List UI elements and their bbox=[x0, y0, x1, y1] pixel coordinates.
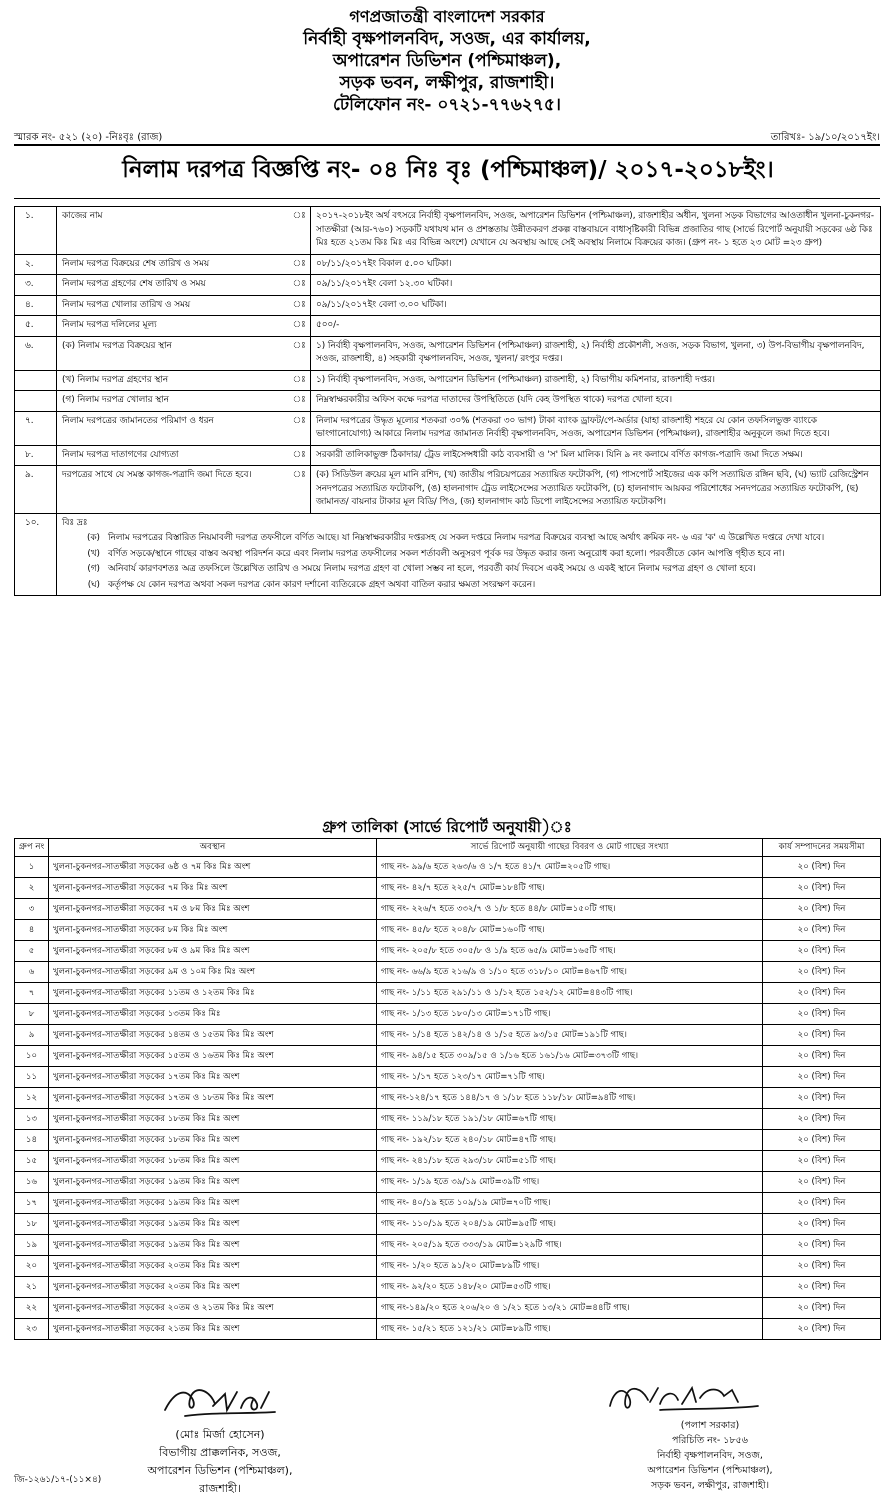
group-tree-description: গাছ নং- ১৫/২১ হতে ১২১/২১ মোট=৮৯টি গাছ। bbox=[377, 1319, 763, 1340]
info-row-number: ৪. bbox=[15, 295, 57, 316]
group-completion-period: ২০ (বিশ) দিন bbox=[763, 1130, 881, 1151]
group-location: খুলনা-চুকনগর-সাতক্ষীরা সড়কের ৭ম কিঃ মিঃ অংশ bbox=[49, 878, 377, 899]
group-location: খুলনা-চুকনগর-সাতক্ষীরা সড়কের ৮ম কিঃ মিঃ অংশ bbox=[49, 920, 377, 941]
info-row-value: ৫০০/- bbox=[311, 316, 881, 337]
info-row-number: ৫. bbox=[15, 316, 57, 337]
group-completion-period: ২০ (বিশ) দিন bbox=[763, 1277, 881, 1298]
group-tree-description: গাছ নং- ২০৫/১৯ হতে ৩৩৩/১৯ মোট=১২৯টি গাছ। bbox=[377, 1235, 763, 1256]
note-marker: (ক) bbox=[86, 533, 100, 543]
info-row-number bbox=[15, 391, 57, 412]
group-number: ৭ bbox=[15, 983, 49, 1004]
group-location: খুলনা-চুকনগর-সাতক্ষীরা সড়কের ১৮তম কিঃ মিঃ অংশ bbox=[49, 1151, 377, 1172]
group-row bbox=[15, 1193, 881, 1214]
group-number: ৬ bbox=[15, 962, 49, 983]
group-location: খুলনা-চুকনগর-সাতক্ষীরা সড়কের ১৯তম কিঃ মিঃ অংশ bbox=[49, 1172, 377, 1193]
signature-block-left bbox=[90, 1382, 350, 1498]
group-tree-description: গাছ নং- ৯৪/১৫ হতে ৩০৯/১৫ ও ১/১৬ হতে ১৬১/১৬ মোট=৩৭৩টি গাছ। bbox=[377, 1046, 763, 1067]
group-number: ১ bbox=[15, 857, 49, 878]
group-completion-period: ২০ (বিশ) দিন bbox=[763, 1067, 881, 1088]
info-row-value: নিলাম দরপত্রের উদ্ধৃত মূল্যের শতকরা ৩০% (শতকরা ৩০ ভাগ) টাকা ব্যাংক ড্রাফট/পে-অর্ডার (যাহা রাজশাহী শহরে যে কোন তফসিলভুক্ত ব্যাংকে ভাংগানোযোগ্য) আকারে নিলাম দরপত্র জামানত নির্বাহী বৃক্ষপালনবিদ, সওজ, অপারেশন ডিভিশন (পশ্চিমাঞ্চল), রাজশাহীর অনুকূলে জমা দিতে হবে। bbox=[311, 411, 881, 445]
letterhead-line: নির্বাহী বৃক্ষপালনবিদ, সওজ, এর কার্যালয়, bbox=[303, 29, 591, 49]
group-tree-description: গাছ নং- ১/১৭ হতে ১২৩/১৭ মোট=৭১টি গাছ। bbox=[377, 1067, 763, 1088]
group-tree-description: গাছ নং- ১/১৪ হতে ১৪২/১৪ ও ১/১৫ হতে ৯৩/১৫ মোট=১৯১টি গাছ। bbox=[377, 1025, 763, 1046]
group-tree-description: গাছ নং- ৪৫/৮ হতে ২০৪/৮ মোট=১৬০টি গাছ। bbox=[377, 920, 763, 941]
divider bbox=[14, 198, 880, 199]
notice-date: তারিখঃ- ১৯/১০/২০১৭ইং। bbox=[770, 132, 880, 143]
info-row-number: ৬. bbox=[15, 336, 57, 370]
group-tree-description: গাছ নং- ১১০/১৯ হতে ২০৪/১৯ মোট=৯৫টি গাছ। bbox=[377, 1214, 763, 1235]
group-location: খুলনা-চুকনগর-সাতক্ষীরা সড়কের ২০তম ও ২১তম কিঃ মিঃ অংশ bbox=[49, 1298, 377, 1319]
group-tree-description: গাছ নং-১২৪/১৭ হতে ১৪৪/১৭ ও ১/১৮ হতে ১১৮/১৮ মোট=৯৪টি গাছ। bbox=[377, 1088, 763, 1109]
group-tree-description: গাছ নং- ৪০/১৯ হতে ১০৯/১৯ মোট=৭০টি গাছ। bbox=[377, 1193, 763, 1214]
note-item bbox=[62, 532, 875, 546]
group-row bbox=[15, 962, 881, 983]
group-row bbox=[15, 1067, 881, 1088]
group-row bbox=[15, 1298, 881, 1319]
info-row-colon: ঃ bbox=[289, 466, 311, 514]
group-location: খুলনা-চুকনগর-সাতক্ষীরা সড়কের ২১তম কিঃ মিঃ অংশ bbox=[49, 1319, 377, 1340]
note-text: বর্ণিত সড়কে/স্থানে গাছের বাস্তব অবস্থা পরিদর্শন করে এবং নিলাম দরপত্র তফসীলের সকল শর্তাবলী অনুসরণ পূর্বক দর উদ্ধৃত করার জন্য অনুরোধ করা হলো। পরবর্তীতে কোন আপত্তি গৃহীত হবে না। bbox=[108, 548, 785, 559]
info-row bbox=[15, 316, 881, 337]
group-tree-description: গাছ নং- ১১৯/১৮ হতে ১৯১/১৮ মোট=৬৭টি গাছ। bbox=[377, 1109, 763, 1130]
info-row-number: ৭. bbox=[15, 411, 57, 445]
info-row bbox=[15, 207, 881, 255]
note-marker: (গ) bbox=[87, 564, 100, 574]
group-row bbox=[15, 1025, 881, 1046]
info-row-number: ১. bbox=[15, 207, 57, 255]
info-row-colon: ঃ bbox=[289, 295, 311, 316]
info-row-colon: ঃ bbox=[289, 275, 311, 296]
info-row-value: ০৯/১১/২০১৭ইং বেলা ১২.৩০ ঘটিকা। bbox=[311, 275, 881, 296]
group-number: ১৮ bbox=[15, 1214, 49, 1235]
group-completion-period: ২০ (বিশ) দিন bbox=[763, 1004, 881, 1025]
group-number: ১৫ bbox=[15, 1151, 49, 1172]
group-tree-description: গাছ নং- ১/২০ হতে ৯১/২০ মোট=৮৯টি গাছ। bbox=[377, 1256, 763, 1277]
group-number: ২১ bbox=[15, 1277, 49, 1298]
group-location: খুলনা-চুকনগর-সাতক্ষীরা সড়কের ১৯তম কিঃ মিঃ অংশ bbox=[49, 1214, 377, 1235]
group-completion-period: ২০ (বিশ) দিন bbox=[763, 899, 881, 920]
group-row bbox=[15, 1109, 881, 1130]
group-completion-period: ২০ (বিশ) দিন bbox=[763, 1088, 881, 1109]
info-row-number: ৯. bbox=[15, 466, 57, 514]
group-list-table bbox=[14, 838, 881, 1340]
info-row-label: দরপত্রের সাথে যে সমস্ত কাগজ-পত্রাদি জমা দিতে হবে। bbox=[57, 466, 289, 514]
info-row bbox=[15, 391, 881, 412]
info-row-colon: ঃ bbox=[289, 254, 311, 275]
group-number: ২০ bbox=[15, 1256, 49, 1277]
info-row-label: (খ) নিলাম দরপত্র গ্রহণের স্থান bbox=[57, 370, 289, 391]
info-row-value: নিম্নস্বাক্ষরকারীর অফিস কক্ষে দরপত্র দাতাদের উপস্থিতিতে (যদি কেহ উপস্থিত থাকে) দরপত্র খোলা হবে। bbox=[311, 391, 881, 412]
info-row-label: নিলাম দরপত্র গ্রহণের শেষ তারিখ ও সময় bbox=[57, 275, 289, 296]
group-list-title: গ্রুপ তালিকা (সার্ভে রিপোর্ট অনুযায়ী)ঃ bbox=[322, 818, 572, 836]
info-row-number: ৩. bbox=[15, 275, 57, 296]
group-completion-period: ২০ (বিশ) দিন bbox=[763, 1151, 881, 1172]
letterhead-line: টেলিফোন নং- ০৭২১-৭৭৬২৭৫। bbox=[332, 95, 561, 115]
signatory-line: অপারেশন ডিভিশন (পশ্চিমাঞ্চল), bbox=[647, 1465, 773, 1476]
group-row bbox=[15, 1256, 881, 1277]
divider bbox=[14, 144, 880, 146]
group-number: ৪ bbox=[15, 920, 49, 941]
group-location: খুলনা-চুকনগর-সাতক্ষীরা সড়কের ১৪তম ও ১৫তম কিঃ মিঃ অংশ bbox=[49, 1025, 377, 1046]
group-completion-period: ২০ (বিশ) দিন bbox=[763, 878, 881, 899]
group-location: খুলনা-চুকনগর-সাতক্ষীরা সড়কের ১১তম ও ১২তম কিঃ মিঃ bbox=[49, 983, 377, 1004]
group-number: ১৯ bbox=[15, 1235, 49, 1256]
note-marker: (ঘ) bbox=[87, 579, 100, 590]
signatory-line: নির্বাহী বৃক্ষপালনবিদ, সওজ, bbox=[657, 1450, 763, 1461]
group-tree-description: গাছ নং- ২২৬/৭ হতে ৩৩২/৭ ও ১/৮ হতে ৪৪/৮ মোট=১৫০টি গাছ। bbox=[377, 899, 763, 920]
info-row-colon: ঃ bbox=[289, 207, 311, 255]
group-row bbox=[15, 899, 881, 920]
info-row-label: (গ) নিলাম দরপত্র খোলার স্থান bbox=[57, 391, 289, 412]
group-number: ৫ bbox=[15, 941, 49, 962]
info-row bbox=[15, 370, 881, 391]
column-header: কার্য সম্পাদনের সময়সীমা bbox=[763, 839, 881, 857]
print-code: জি-১২৬১/১৭-(১১×৪) bbox=[14, 1475, 102, 1485]
group-number: ১৭ bbox=[15, 1193, 49, 1214]
group-row bbox=[15, 1319, 881, 1340]
group-completion-period: ২০ (বিশ) দিন bbox=[763, 857, 881, 878]
group-number: ২৩ bbox=[15, 1319, 49, 1340]
handwritten-signature-left bbox=[145, 1382, 295, 1426]
info-row-label: নিলাম দরপত্র বিক্রয়ের শেষ তারিখ ও সময় bbox=[57, 254, 289, 275]
info-row-value: ১) নির্বাহী বৃক্ষপালনবিদ, সওজ, অপারেশন ডিভিশন (পশ্চিমাঞ্চল) রাজশাহী, ২) নির্বাহী প্রকৌশলী, সওজ, সড়ক বিভাগ, খুলনা, ৩) উপ-বিভাগীয় বৃক্ষপালনবিদ, সওজ, রাজশাহী, ৪) সহকারী বৃক্ষপালনবিদ, সওজ, খুলনা/ রংপুর দপ্তর। bbox=[311, 336, 881, 370]
group-completion-period: ২০ (বিশ) দিন bbox=[763, 1046, 881, 1067]
group-completion-period: ২০ (বিশ) দিন bbox=[763, 1025, 881, 1046]
group-number: ৯ bbox=[15, 1025, 49, 1046]
group-tree-description: গাছ নং- ১৯২/১৮ হতে ২৪০/১৮ মোট=৪৭টি গাছ। bbox=[377, 1130, 763, 1151]
group-completion-period: ২০ (বিশ) দিন bbox=[763, 1256, 881, 1277]
group-row bbox=[15, 1088, 881, 1109]
group-table-header-row bbox=[15, 839, 881, 857]
group-tree-description: গাছ নং- ২০৫/৮ হতে ৩০৫/৮ ও ১/৯ হতে ৬৫/৯ মোট=১৬৫টি গাছ। bbox=[377, 941, 763, 962]
group-tree-description: গাছ নং- ৪২/৭ হতে ২২৫/৭ মোট=১৮৪টি গাছ। bbox=[377, 878, 763, 899]
group-completion-period: ২০ (বিশ) দিন bbox=[763, 1235, 881, 1256]
group-number: ১৩ bbox=[15, 1109, 49, 1130]
info-row-label: নিলাম দরপত্র খোলার তারিখ ও সময় bbox=[57, 295, 289, 316]
group-row bbox=[15, 983, 881, 1004]
group-row bbox=[15, 878, 881, 899]
group-row bbox=[15, 1277, 881, 1298]
signatory-line: সড়ক ভবন, লক্ষীপুর, রাজশাহী। bbox=[651, 1480, 769, 1491]
group-row bbox=[15, 1214, 881, 1235]
info-row-value: (ক) সিডিউল ক্রয়ের মূল মানি রশিদ, (খ) জাতীয় পরিচয়পত্রের সত্যায়িত ফটোকপি, (গ) পাসপোর্ট সাইজের এক কপি সত্যায়িত রঙ্গিন ছবি, (ঘ) ভ্যাট রেজিস্ট্রেশন সনদপত্রের সত্যায়িত ফটোকপি, (ঙ) হালনাগাদ ট্রেড লাইসেন্সের সত্যায়িত ফটোকপি, (চ) হালনাগাদ আয়কর পরিশোধের সনদপত্রের সত্যায়িত ফটোকপি, (ছ) জামানত/ বায়নার টাকার মূল বিডি/ পিও, (জ) হালনাগাদ কাঠ ডিপো লাইসেন্সের সত্যায়িত ফটোকপি। bbox=[311, 466, 881, 514]
group-location: খুলনা-চুকনগর-সাতক্ষীরা সড়কের ১৮তম কিঃ মিঃ অংশ bbox=[49, 1109, 377, 1130]
info-row-number: ৮. bbox=[15, 445, 57, 466]
group-location: খুলনা-চুকনগর-সাতক্ষীরা সড়কের ৮ম ও ৯ম কিঃ মিঃ অংশ bbox=[49, 941, 377, 962]
info-row bbox=[15, 275, 881, 296]
column-header: সার্ভে রিপোর্ট অনুযায়ী গাছের বিবরণ ও মোট গাছের সংখ্যা bbox=[377, 839, 763, 857]
group-location: খুলনা-চুকনগর-সাতক্ষীরা সড়কের ১৯তম কিঃ মিঃ অংশ bbox=[49, 1193, 377, 1214]
info-row-colon: ঃ bbox=[289, 316, 311, 337]
notes-title: বিঃ দ্রঃ bbox=[62, 517, 88, 528]
group-row bbox=[15, 1046, 881, 1067]
signature-block-right bbox=[560, 1418, 860, 1493]
group-row bbox=[15, 1235, 881, 1256]
note-text: অনিবার্য কারণবশতঃ অত্র তফসিলে উল্লেখিত তারিখ ও সময়ে নিলাম দরপত্র গ্রহণ বা খোলা সম্ভব না হলে, পরবর্তী কার্য দিবসে একই সময়ে ও একই স্থানে নিলাম দরপত্র গ্রহণ ও খোলা হবে। bbox=[108, 564, 756, 574]
signatory-line: অপারেশন ডিভিশন (পশ্চিমাঞ্চল), bbox=[147, 1464, 293, 1477]
group-completion-period: ২০ (বিশ) দিন bbox=[763, 1214, 881, 1235]
info-row-value: ১) নির্বাহী বৃক্ষপালনবিদ, সওজ, অপারেশন ডিভিশন (পশ্চিমাঞ্চল) রাজশাহী, ২) বিভাগীয় কমিশনার, রাজশাহী দপ্তর। bbox=[311, 370, 881, 391]
group-completion-period: ২০ (বিশ) দিন bbox=[763, 962, 881, 983]
group-row bbox=[15, 1130, 881, 1151]
signatory-name: (মোঃ মির্জা হোসেন) bbox=[175, 1428, 265, 1441]
info-row-colon: ঃ bbox=[289, 336, 311, 370]
letterhead bbox=[0, 6, 894, 116]
group-number: ১০ bbox=[15, 1046, 49, 1067]
group-completion-period: ২০ (বিশ) দিন bbox=[763, 1319, 881, 1340]
memo-number: স্মারক নং- ৫২১ (২০) -নিঃবৃঃ (রাজ) bbox=[14, 132, 163, 143]
group-tree-description: গাছ নং- ১/১৯ হতে ৩৯/১৯ মোট=৩৯টি গাছ। bbox=[377, 1172, 763, 1193]
handwritten-signature-right bbox=[600, 1380, 770, 1420]
info-row-colon: ঃ bbox=[289, 370, 311, 391]
group-location: খুলনা-চুকনগর-সাতক্ষীরা সড়কের ১৮তম কিঃ মিঃ অংশ bbox=[49, 1130, 377, 1151]
group-tree-description: গাছ নং- ৯৯/৬ হতে ২৬৩/৬ ও ১/৭ হতে ৪১/৭ মোট=২০৫টি গাছ। bbox=[377, 857, 763, 878]
group-completion-period: ২০ (বিশ) দিন bbox=[763, 920, 881, 941]
letterhead-line: গণপ্রজাতন্ত্রী বাংলাদেশ সরকার bbox=[349, 7, 545, 26]
note-marker: (খ) bbox=[87, 548, 100, 559]
info-row-colon: ঃ bbox=[289, 391, 311, 412]
group-tree-description: গাছ নং- ২৪১/১৮ হতে ২৯৩/১৮ মোট=৫১টি গাছ। bbox=[377, 1151, 763, 1172]
group-row bbox=[15, 941, 881, 962]
group-location: খুলনা-চুকনগর-সাতক্ষীরা সড়কের ৬ষ্ঠ ও ৭ম কিঃ মিঃ অংশ bbox=[49, 857, 377, 878]
group-tree-description: গাছ নং- ১/১১ হতে ২৯১/১১ ও ১/১২ হতে ১৫২/১২ মোট=৪৪৩টি গাছ। bbox=[377, 983, 763, 1004]
group-number: ১৬ bbox=[15, 1172, 49, 1193]
group-completion-period: ২০ (বিশ) দিন bbox=[763, 1193, 881, 1214]
info-row bbox=[15, 336, 881, 370]
notes-row bbox=[15, 513, 881, 596]
group-location: খুলনা-চুকনগর-সাতক্ষীরা সড়কের ৯ম ও ১০ম কিঃ মিঃ অংশ bbox=[49, 962, 377, 983]
signatory-line: পরিচিতি নং- ১৮৫৬ bbox=[672, 1435, 748, 1446]
group-completion-period: ২০ (বিশ) দিন bbox=[763, 1109, 881, 1130]
group-completion-period: ২০ (বিশ) দিন bbox=[763, 941, 881, 962]
info-row bbox=[15, 254, 881, 275]
info-row-label: কাজের নাম bbox=[57, 207, 289, 255]
notice-title: নিলাম দরপত্র বিজ্ঞপ্তি নং- ০৪ নিঃ বৃঃ (পশ্চিমাঞ্চল)/ ২০১৭-২০১৮ইং। bbox=[122, 157, 774, 183]
info-row bbox=[15, 295, 881, 316]
group-row bbox=[15, 1151, 881, 1172]
group-number: ৮ bbox=[15, 1004, 49, 1025]
info-row-value: ০৯/১১/২০১৭ইং বেলা ৩.০০ ঘটিকা। bbox=[311, 295, 881, 316]
group-location: খুলনা-চুকনগর-সাতক্ষীরা সড়কের ১৭তম ও ১৮তম কিঃ মিঃ অংশ bbox=[49, 1088, 377, 1109]
group-number: ২ bbox=[15, 878, 49, 899]
signatory-line: বিভাগীয় প্রাক্কলনিক, সওজ, bbox=[159, 1446, 281, 1459]
group-number: ১১ bbox=[15, 1067, 49, 1088]
note-item bbox=[62, 563, 875, 577]
group-completion-period: ২০ (বিশ) দিন bbox=[763, 983, 881, 1004]
group-location: খুলনা-চুকনগর-সাতক্ষীরা সড়কের ১৯তম কিঃ মিঃ অংশ bbox=[49, 1235, 377, 1256]
group-row bbox=[15, 1172, 881, 1193]
group-tree-description: গাছ নং- ১/১৩ হতে ১৮০/১৩ মোট=১৭১টি গাছ। bbox=[377, 1004, 763, 1025]
signatory-line: রাজশাহী। bbox=[199, 1482, 241, 1495]
info-row-number: ২. bbox=[15, 254, 57, 275]
group-number: ১৪ bbox=[15, 1130, 49, 1151]
info-row-colon: ঃ bbox=[289, 445, 311, 466]
signatory-name: (পলাশ সরকার) bbox=[680, 1420, 740, 1431]
group-completion-period: ২০ (বিশ) দিন bbox=[763, 1172, 881, 1193]
info-row-value: সরকারী তালিকাভুক্ত ঠিকাদার/ ট্রেড লাইসেন্সধারী কাঠ ব্যবসায়ী ও 'স' মিল মালিক। যিনি ৯ নং কলামে বর্ণিত কাগজ-পত্রাদি জমা দিতে সক্ষম। bbox=[311, 445, 881, 466]
info-row-label: নিলাম দরপত্র দলিলের মূল্য bbox=[57, 316, 289, 337]
note-item bbox=[62, 579, 875, 593]
letterhead-line: সড়ক ভবন, লক্ষীপুর, রাজশাহী। bbox=[339, 73, 555, 93]
info-row-value: ০৮/১১/২০১৭ইং বিকাল ৫.০০ ঘটিকা। bbox=[311, 254, 881, 275]
group-completion-period: ২০ (বিশ) দিন bbox=[763, 1298, 881, 1319]
group-location: খুলনা-চুকনগর-সাতক্ষীরা সড়কের ২০তম কিঃ মিঃ অংশ bbox=[49, 1277, 377, 1298]
note-text: নিলাম দরপত্রের বিস্তারিত নিয়মাবলী দরপত্র তফসীলে বর্ণিত আছে। যা নিম্নস্বাক্ষরকারীর দপ্তরসহ যে সকল দপ্তরে নিলাম দরপত্র বিক্রয়ের ব্যবস্থা আছে অর্থাৎ ক্রমিক নং- ৬ এর 'ক' এ উল্লেখিত দপ্তরে দেখা যাবে। bbox=[108, 533, 825, 543]
note-text: কর্তৃপক্ষ যে কোন দরপত্র অথবা সকল দরপত্র কোন কারণ দর্শানো ব্যতিরেকে গ্রহণ অথবা বাতিল করার ক্ষমতা সংরক্ষণ করেন। bbox=[108, 579, 536, 590]
group-row bbox=[15, 857, 881, 878]
group-location: খুলনা-চুকনগর-সাতক্ষীরা সড়কের ১৭তম কিঃ মিঃ অংশ bbox=[49, 1067, 377, 1088]
group-number: ৩ bbox=[15, 899, 49, 920]
column-header: অবস্থান bbox=[49, 839, 377, 857]
group-location: খুলনা-চুকনগর-সাতক্ষীরা সড়কের ১৩তম কিঃ মিঃ bbox=[49, 1004, 377, 1025]
info-row-value: ২০১৭-২০১৮ইং অর্থ বৎসরে নির্বাহী বৃক্ষপালনবিদ, সওজ, অপারেশন ডিভিশন (পশ্চিমাঞ্চল), রাজশাহীর অধীন, খুলনা সড়ক বিভাগের আওতাধীন খুলনা-চুকনগর-সাতক্ষীরা (আর-৭৬০) সড়কটি যথাযথ মান ও প্রশস্ততায় উন্নীতকরণ প্রকল্প বাস্তবায়নে বাধাসৃষ্টিকারী বিভিন্ন প্রজাতির গাছ (সার্ভে রিপোর্ট অনুযায়ী সড়কের ৬ষ্ঠ কিঃ মিঃ হতে ২১তম কিঃ মিঃ এর বিভিন্ন অংশে) যেখানে যে অবস্থায় আছে সেই অবস্থায় নিলামে বিক্রয়ের কাজ। (গ্রুপ নং- ১ হতে ২৩ মোট =২৩ গ্রুপ) bbox=[311, 207, 881, 255]
group-location: খুলনা-চুকনগর-সাতক্ষীরা সড়কের ১৫তম ও ১৬তম কিঃ মিঃ অংশ bbox=[49, 1046, 377, 1067]
info-row-label: (ক) নিলাম দরপত্র বিক্রয়ের স্থান bbox=[57, 336, 289, 370]
info-row-label: নিলাম দরপত্রের জামানতের পরিমাণ ও ধরন bbox=[57, 411, 289, 445]
group-number: ২২ bbox=[15, 1298, 49, 1319]
info-row bbox=[15, 445, 881, 466]
tender-info-table bbox=[14, 206, 881, 596]
group-number: ১২ bbox=[15, 1088, 49, 1109]
info-row bbox=[15, 466, 881, 514]
info-row-label: নিলাম দরপত্র দাতাগণের যোগ্যতা bbox=[57, 445, 289, 466]
info-row-number: ১০. bbox=[15, 513, 57, 596]
group-row bbox=[15, 920, 881, 941]
group-tree-description: গাছ নং-১৪৯/২০ হতে ২০৬/২০ ও ১/২১ হতে ১৩/২১ মোট=৪৪টি গাছ। bbox=[377, 1298, 763, 1319]
letterhead-line: অপারেশন ডিভিশন (পশ্চিমাঞ্চল), bbox=[332, 51, 562, 71]
group-location: খুলনা-চুকনগর-সাতক্ষীরা সড়কের ৭ম ও ৮ম কিঃ মিঃ অংশ bbox=[49, 899, 377, 920]
note-item bbox=[62, 548, 875, 562]
info-row bbox=[15, 411, 881, 445]
group-location: খুলনা-চুকনগর-সাতক্ষীরা সড়কের ২০তম কিঃ মিঃ অংশ bbox=[49, 1256, 377, 1277]
group-tree-description: গাছ নং- ৯২/২০ হতে ১৪৮/২০ মোট=৫৩টি গাছ। bbox=[377, 1277, 763, 1298]
group-tree-description: গাছ নং- ৬৬/৯ হতে ২১৬/৯ ও ১/১০ হতে ৩১৮/১০ মোট=৪৬৭টি গাছ। bbox=[377, 962, 763, 983]
info-row-colon: ঃ bbox=[289, 411, 311, 445]
column-header: গ্রুপ নং bbox=[15, 839, 49, 857]
info-row-number bbox=[15, 370, 57, 391]
group-row bbox=[15, 1004, 881, 1025]
notes-cell bbox=[57, 513, 881, 596]
